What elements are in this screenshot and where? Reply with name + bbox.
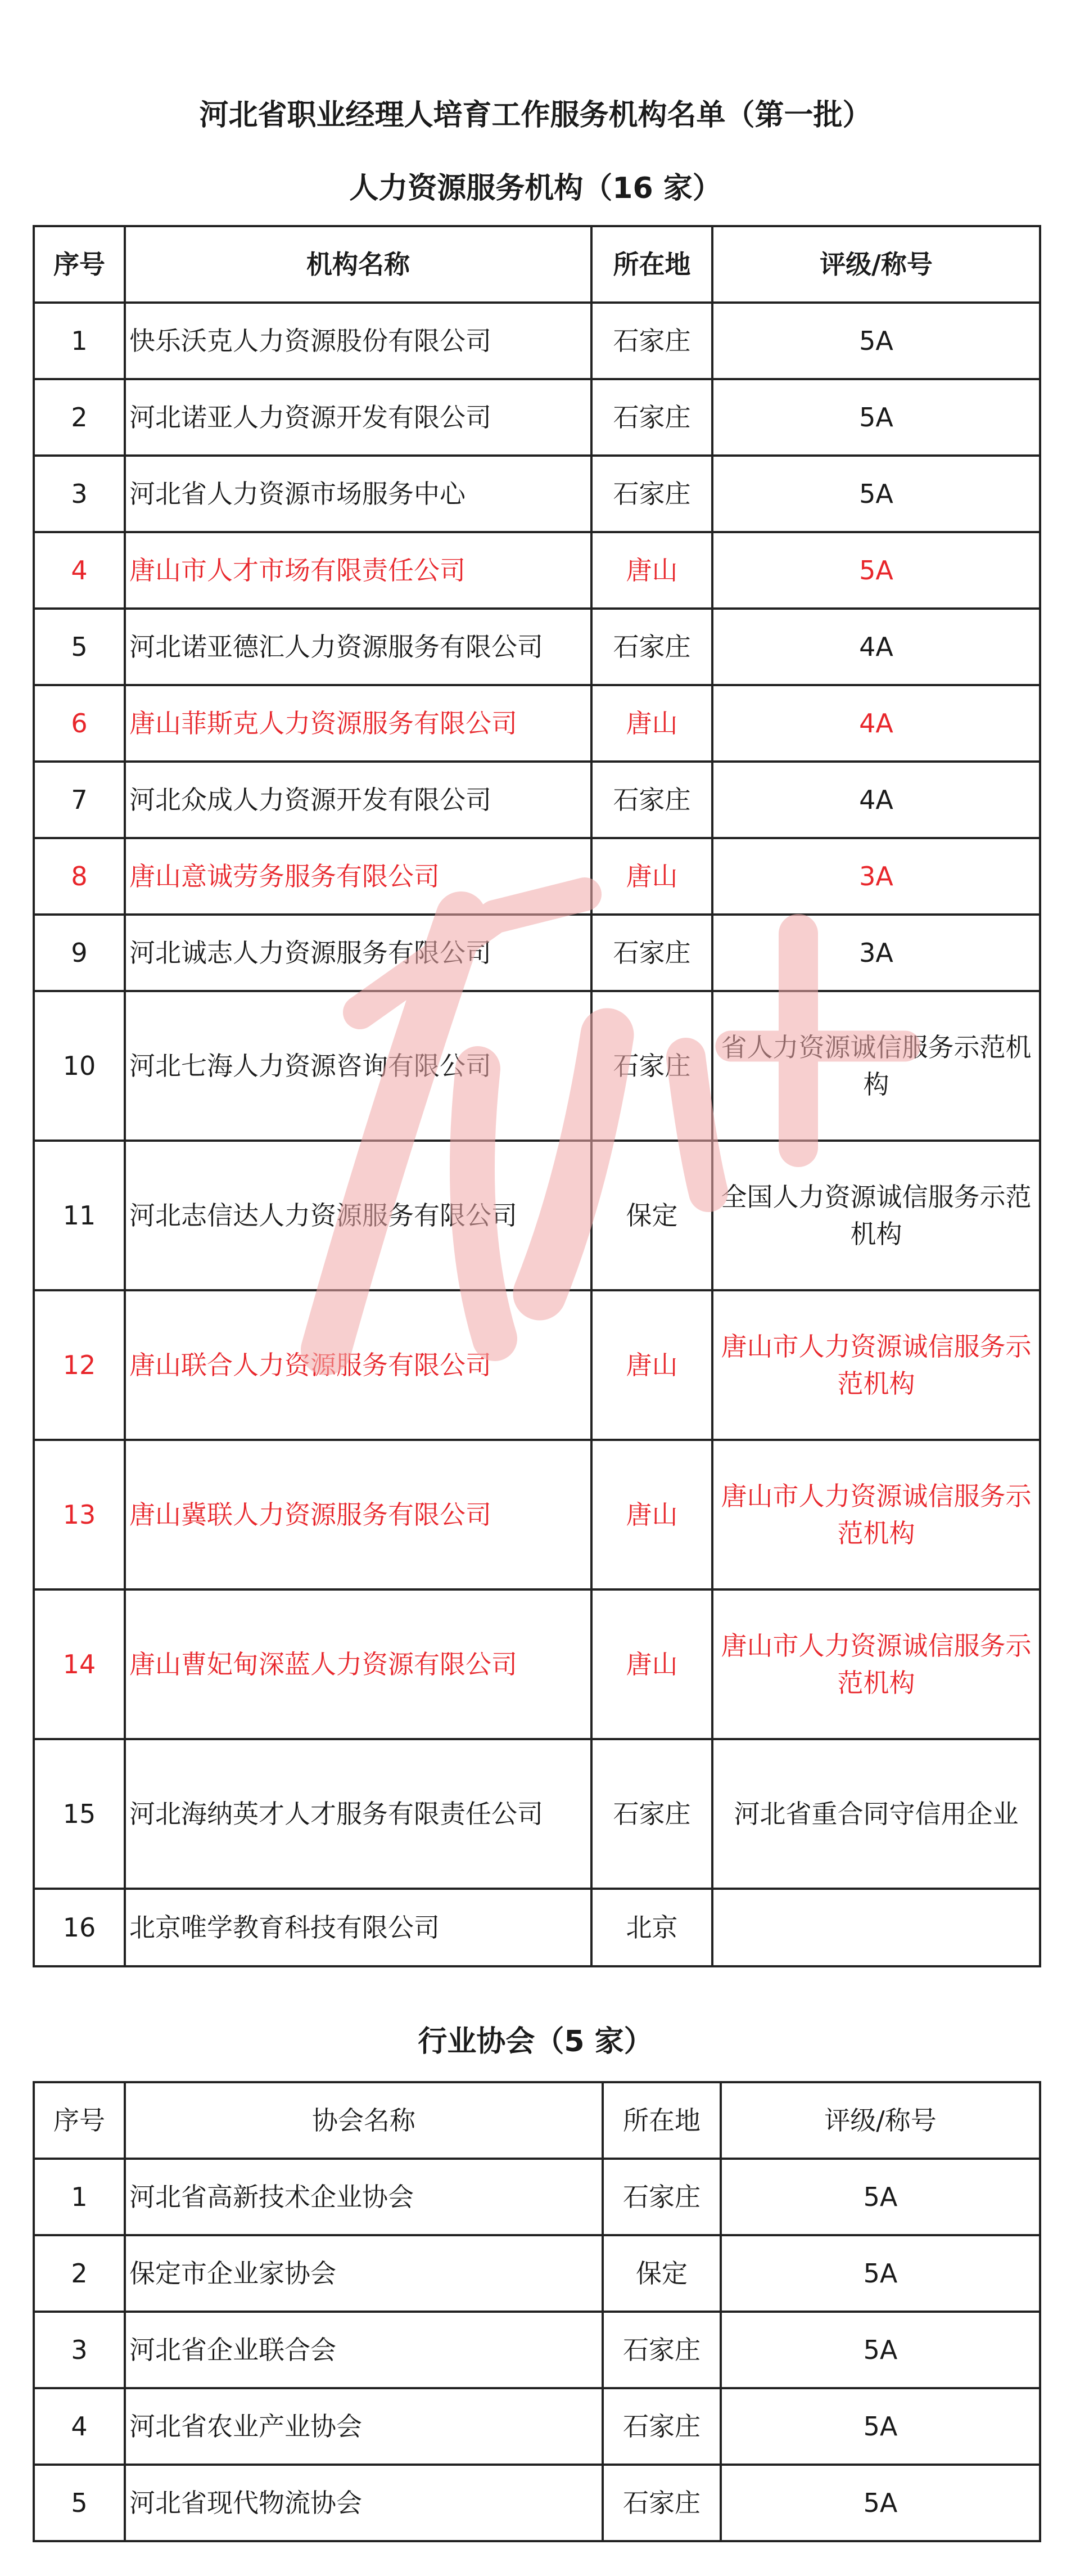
header-city: 所在地 (603, 2082, 721, 2159)
row-no: 8 (34, 838, 125, 915)
row-city: 石家庄 (591, 456, 712, 532)
table-header-row (34, 2082, 1040, 2159)
row-rating: 5A (712, 456, 1040, 532)
table-row (34, 2235, 1040, 2312)
table-row (34, 1889, 1040, 1966)
row-city: 石家庄 (591, 1739, 712, 1889)
table-row (34, 2465, 1040, 2541)
row-city: 石家庄 (603, 2388, 721, 2465)
table-row (34, 303, 1040, 379)
table-row-highlighted (34, 532, 1040, 609)
header-no: 序号 (34, 2082, 125, 2159)
header-city: 所在地 (591, 226, 712, 303)
hr-agencies-table (33, 225, 1041, 1967)
row-rating: 河北省重合同守信用企业 (712, 1739, 1040, 1889)
table-row (34, 762, 1040, 838)
row-city: 唐山 (591, 838, 712, 915)
row-no: 3 (34, 456, 125, 532)
row-name: 快乐沃克人力资源股份有限公司 (125, 303, 591, 379)
table-row-highlighted (34, 685, 1040, 762)
header-no: 序号 (34, 226, 125, 303)
row-no: 5 (34, 609, 125, 685)
association-section-heading: 行业协会（5 家） (418, 2025, 653, 2059)
row-rating: 5A (712, 379, 1040, 456)
row-name: 河北海纳英才人才服务有限责任公司 (125, 1739, 591, 1889)
row-city: 北京 (591, 1889, 712, 1966)
row-name: 河北省企业联合会 (125, 2312, 603, 2388)
row-rating: 唐山市人力资源诚信服务示范机构 (712, 1290, 1040, 1440)
row-name: 唐山意诚劳务服务有限公司 (125, 838, 591, 915)
row-no: 4 (34, 2388, 125, 2465)
row-rating: 5A (721, 2465, 1040, 2541)
row-rating: 5A (721, 2388, 1040, 2465)
document-title: 河北省职业经理人培育工作服务机构名单（第一批） (199, 98, 872, 132)
hr-section-heading: 人力资源服务机构（16 家） (349, 172, 722, 205)
table-row-highlighted (34, 838, 1040, 915)
row-no: 6 (34, 685, 125, 762)
header-name: 协会名称 (125, 2082, 603, 2159)
row-city: 唐山 (591, 532, 712, 609)
row-city: 保定 (591, 1141, 712, 1290)
associations-table (33, 2081, 1041, 2542)
row-no: 5 (34, 2465, 125, 2541)
row-no: 15 (34, 1739, 125, 1889)
table-row (34, 2159, 1040, 2235)
table-row (34, 1141, 1040, 1290)
row-name: 河北七海人力资源咨询有限公司 (125, 991, 591, 1141)
row-no: 4 (34, 532, 125, 609)
row-city: 石家庄 (591, 915, 712, 991)
row-city: 保定 (603, 2235, 721, 2312)
row-no: 7 (34, 762, 125, 838)
row-city: 石家庄 (591, 379, 712, 456)
row-rating (712, 1889, 1040, 1966)
row-city: 石家庄 (603, 2465, 721, 2541)
row-rating: 5A (712, 303, 1040, 379)
row-rating: 5A (712, 532, 1040, 609)
row-name: 河北诺亚人力资源开发有限公司 (125, 379, 591, 456)
row-name: 唐山曹妃甸深蓝人力资源有限公司 (125, 1589, 591, 1739)
table-row (34, 2312, 1040, 2388)
table-row (34, 991, 1040, 1141)
row-name: 河北诚志人力资源服务有限公司 (125, 915, 591, 991)
table-row-highlighted (34, 1589, 1040, 1739)
row-rating: 5A (721, 2312, 1040, 2388)
row-no: 1 (34, 303, 125, 379)
row-city: 石家庄 (591, 991, 712, 1141)
row-name: 河北诺亚德汇人力资源服务有限公司 (125, 609, 591, 685)
row-rating: 5A (721, 2159, 1040, 2235)
row-name: 河北省现代物流协会 (125, 2465, 603, 2541)
row-name: 唐山菲斯克人力资源服务有限公司 (125, 685, 591, 762)
table-row-highlighted (34, 1290, 1040, 1440)
row-no: 14 (34, 1589, 125, 1739)
table-row (34, 609, 1040, 685)
row-no: 13 (34, 1440, 125, 1589)
table-header-row (34, 226, 1040, 303)
row-city: 石家庄 (591, 762, 712, 838)
row-city: 唐山 (591, 1290, 712, 1440)
row-no: 2 (34, 2235, 125, 2312)
row-no: 11 (34, 1141, 125, 1290)
row-city: 石家庄 (591, 609, 712, 685)
row-rating: 全国人力资源诚信服务示范机构 (712, 1141, 1040, 1290)
row-name: 北京唯学教育科技有限公司 (125, 1889, 591, 1966)
row-rating: 5A (721, 2235, 1040, 2312)
header-rating: 评级/称号 (721, 2082, 1040, 2159)
row-rating: 4A (712, 609, 1040, 685)
row-no: 1 (34, 2159, 125, 2235)
row-no: 2 (34, 379, 125, 456)
header-rating: 评级/称号 (712, 226, 1040, 303)
row-rating: 4A (712, 762, 1040, 838)
table-row (34, 915, 1040, 991)
row-rating: 唐山市人力资源诚信服务示范机构 (712, 1589, 1040, 1739)
row-name: 河北志信达人力资源服务有限公司 (125, 1141, 591, 1290)
row-no: 12 (34, 1290, 125, 1440)
header-name: 机构名称 (125, 226, 591, 303)
row-name: 唐山联合人力资源服务有限公司 (125, 1290, 591, 1440)
row-name: 唐山市人才市场有限责任公司 (125, 532, 591, 609)
table-row (34, 456, 1040, 532)
row-no: 10 (34, 991, 125, 1141)
row-rating: 唐山市人力资源诚信服务示范机构 (712, 1440, 1040, 1589)
row-no: 9 (34, 915, 125, 991)
row-rating: 省人力资源诚信服务示范机构 (712, 991, 1040, 1141)
row-city: 唐山 (591, 685, 712, 762)
row-name: 河北省农业产业协会 (125, 2388, 603, 2465)
row-city: 唐山 (591, 1589, 712, 1739)
row-city: 石家庄 (603, 2159, 721, 2235)
row-no: 3 (34, 2312, 125, 2388)
row-city: 石家庄 (591, 303, 712, 379)
row-city: 唐山 (591, 1440, 712, 1589)
row-city: 石家庄 (603, 2312, 721, 2388)
table-row (34, 379, 1040, 456)
table-row (34, 1739, 1040, 1889)
row-rating: 4A (712, 685, 1040, 762)
row-rating: 3A (712, 915, 1040, 991)
row-no: 16 (34, 1889, 125, 1966)
row-name: 河北省高新技术企业协会 (125, 2159, 603, 2235)
row-name: 保定市企业家协会 (125, 2235, 603, 2312)
row-name: 唐山冀联人力资源服务有限公司 (125, 1440, 591, 1589)
table-row-highlighted (34, 1440, 1040, 1589)
table-row (34, 2388, 1040, 2465)
row-name: 河北众成人力资源开发有限公司 (125, 762, 591, 838)
row-name: 河北省人力资源市场服务中心 (125, 456, 591, 532)
row-rating: 3A (712, 838, 1040, 915)
